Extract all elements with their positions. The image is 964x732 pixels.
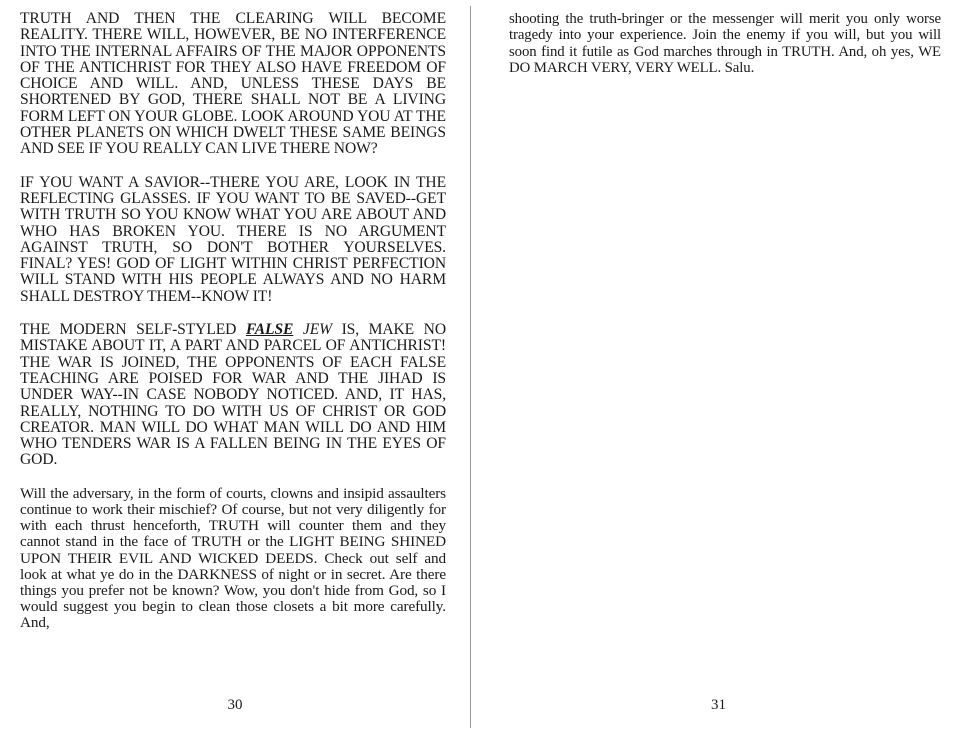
paragraph-4: Will the adversary, in the form of courts, clowns and insipid assaulters continue to work their mischief? Of course, but not very diligently for with each thrust henceforth, TRUTH will counter them and they cannot stand in the face of TRUTH or the LIGHT BEING SHINED UPON THEIR EVIL AND WICKED DEEDS. Check out self and look at what ye do in the DARKNESS of night or in secret. Are there things you prefer not be known? Wow, you don't hide from God, so I would suggest you begin to clean those closets a bit more carefully. And, [20, 484, 446, 632]
right-page [473, 0, 964, 732]
paragraph-1: TRUTH AND THEN THE CLEARING WILL BECOME REALITY. THERE WILL, HOWEVER, BE NO INTERFERENCE INTO THE INTERNAL AFFAIRS OF THE MAJOR OPPONENTS OF THE ANTICHRIST FOR THEY ALSO HAVE FREEDOM OF CHOICE AND WILL. AND, UNLESS THESE DAYS BE SHORTENED BY GOD, THERE SHALL NOT BE A LIVING FORM LEFT ON YOUR GLOBE. LOOK AROUND YOU AT THE OTHER PLANETS ON WHICH DWELT THESE SAME BEINGS AND SEE IF YOU REALLY CAN LIVE THERE NOW? [20, 10, 446, 158]
page-number-left: 30 [227, 697, 243, 713]
paragraph-2: IF YOU WANT A SAVIOR--THERE YOU ARE, LOOK IN THE REFLECTING GLASSES. IF YOU WANT TO BE SAVED--GET WITH TRUTH SO YOU KNOW WHAT YOU ARE ABOUT AND WHO HAS BROKEN YOU. THERE IS NO ARGUMENT AGAINST TRUTH, SO DON'T BOTHER YOURSELVES. FINAL? YES! GOD OF LIGHT WITHIN CHRIST PERFECTION WILL STAND WITH HIS PEOPLE ALWAYS AND NO HARM SHALL DESTROY THEM--KNOW IT! [20, 173, 446, 305]
paragraph-3-prefix: THE MODERN SELF-STYLED [20, 321, 246, 339]
left-text-column [20, 11, 446, 649]
paragraph-3-rest: IS, MAKE NO MISTAKE ABOUT IT, A PART AND PARCEL OF ANTICHRIST! THE WAR IS JOINED, THE OPPONENTS OF EACH FALSE TEACHING ARE POISED FOR WAR AND THE JIHAD IS UNDER WAY--IN CASE NOBODY NOTICED. AND, IT HAS, REALLY, NOTHING TO DO WITH US OF CHRIST OR GOD CREATOR. MAN WILL DO WHAT MAN WILL DO AND HIM WHO TENDERS WAR IS A FALLEN BEING IN THE EYES OF GOD. [20, 321, 446, 469]
emphasis-false: FALSE [245, 321, 294, 339]
paragraph-right: shooting the truth-bringer or the messenger will merit you only worse tragedy into your experience. Join the enemy if you will, but you will soon find it futile as God marches through in TRUTH. And, oh yes, WE DO MARCH VERY, VERY WELL. Salu. [509, 11, 941, 76]
right-text-column [509, 11, 941, 76]
paragraph-3-space [293, 321, 303, 338]
page-number-right: 31 [711, 697, 726, 713]
emphasis-jew: JEW [302, 321, 333, 339]
left-page [0, 0, 470, 732]
paragraph-3 [20, 322, 446, 469]
book-spine-divider [470, 6, 471, 728]
